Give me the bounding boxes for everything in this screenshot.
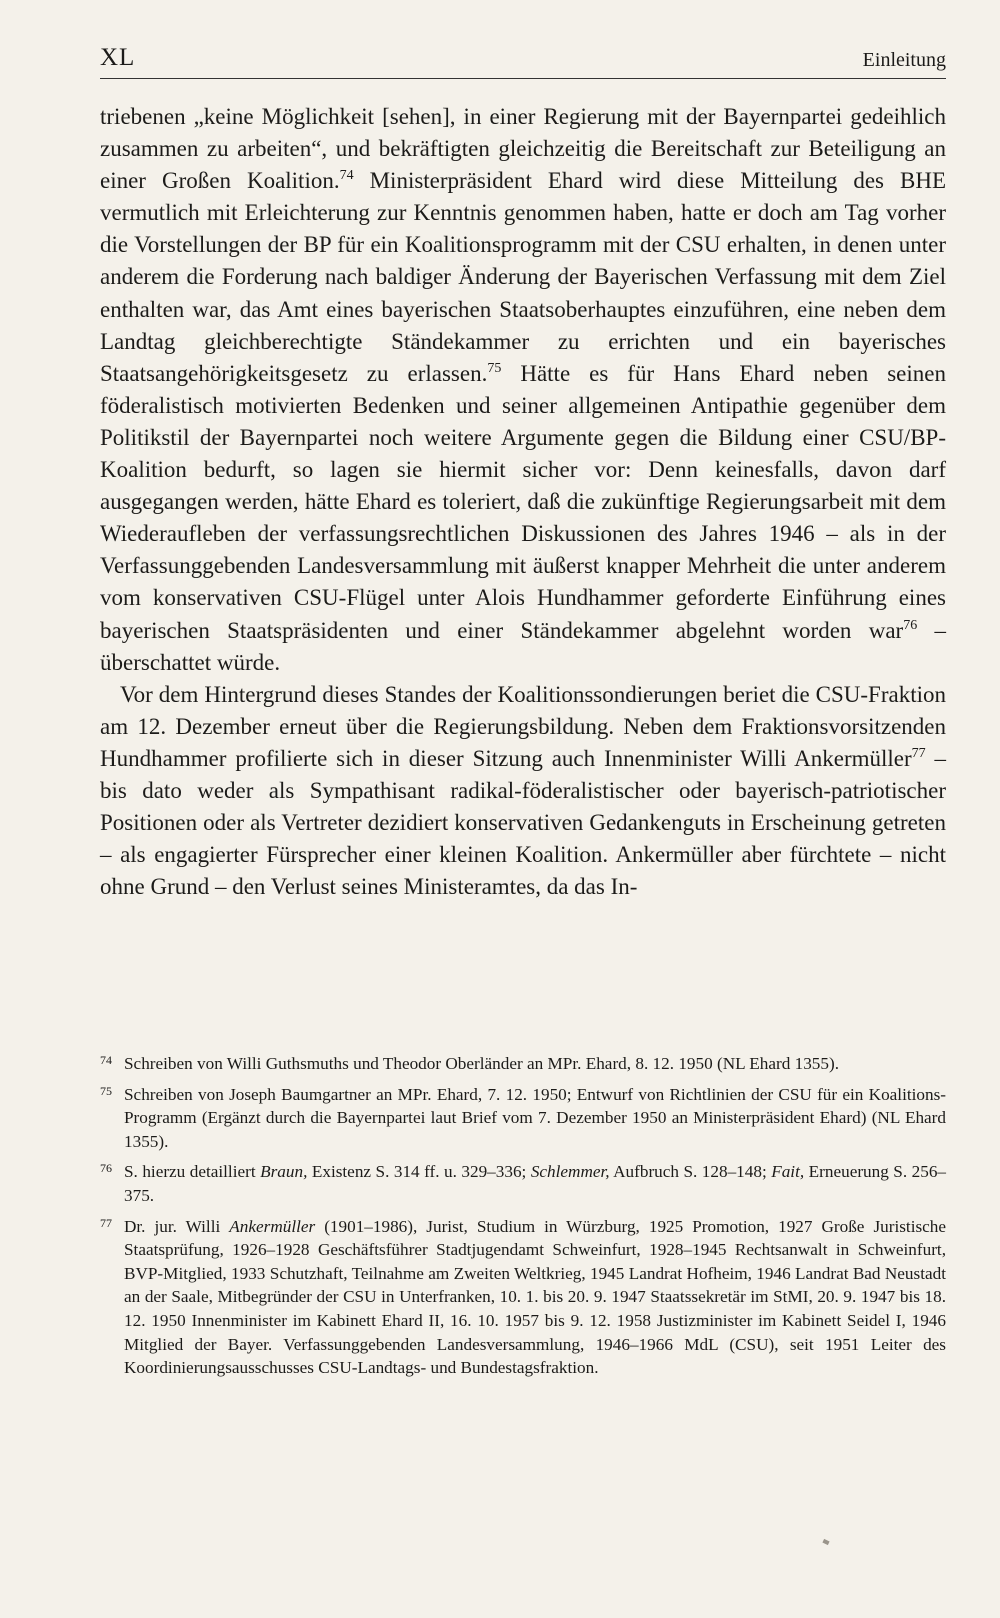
footnote-number: 76	[100, 1161, 112, 1176]
body-text	[100, 101, 946, 903]
footnote-77	[100, 1215, 946, 1380]
footnote-text: Schreiben von Willi Guthsmuths und Theodor Oberländer an MPr. Ehard, 8. 12. 1950 (NL Ehard 1355).	[124, 1054, 840, 1073]
footnote-text: S. hierzu detailliert	[124, 1162, 261, 1182]
footnote-ref-76: 76	[903, 617, 918, 633]
author-name: Fait,	[771, 1162, 805, 1182]
paragraph-text: – bis dato weder als Sympathisant radikal-föderalistischer oder bayerisch-patriotischer Positionen oder als Vertreter dezidiert konservativen Gedankenguts in Erscheinung getreten – als engagierter Fürsprecher einer kleinen Koalition. Ankermüller aber fürchtete – nicht ohne Grund – den Verlust seines Ministeramtes, da das In-	[100, 745, 946, 900]
footnote-number: 77	[100, 1215, 112, 1230]
footnote-text: Erneuerung S. 256–375.	[124, 1162, 947, 1205]
footnote-75	[100, 1083, 946, 1154]
footnote-text: Schreiben von Joseph Baumgartner an MPr. Ehard, 7. 12. 1950; Entwurf von Richtlinien der CSU für ein Koalitions-Programm (Ergänzt durch die Bayernpartei laut Brief vom 7. Dezember 1950 an Ministerpräsident Ehard) (NL Ehard 1355).	[124, 1084, 946, 1151]
section-title: Einleitung	[862, 49, 946, 71]
footnote-text: Dr. jur. Willi	[124, 1216, 230, 1236]
scan-speck	[822, 1539, 829, 1545]
paragraph-text: Hätte es für Hans Ehard neben seinen föderalistisch motivierten Bedenken und seiner allgemeinen Antipathie gegenüber dem Politikstil der Bayernpartei noch weitere Argumente gegen die Bildung einer CSU/BP-Koalition bedurft, so lagen sie hiermit sicher vor: Denn keinesfalls, davon darf ausgegangen werden, hätte Ehard es toleriert, daß die zukünftige Regierungsarbeit mit dem Wiederaufleben der verfassungsrechtlichen Diskussionen des Jahres 1946 – als in der Verfassunggebenden Landesversammlung mit äußerst knapper Mehrheit die unter anderem vom konservativen CSU-Flügel unter Alois Hundhammer geforderte Einführung eines bayerischen Staatspräsidenten und einer Ständekammer abgelehnt worden war	[100, 360, 946, 643]
footnote-ref-77: 77	[911, 745, 926, 761]
footnote-text: Aufbruch S. 128–148;	[609, 1162, 772, 1182]
author-name: Braun,	[260, 1162, 308, 1182]
footnote-text: (1901–1986), Jurist, Studium in Würzburg, 1925 Promotion, 1927 Große Juristische Staatsprüfung, 1926–1928 Geschäftsführer Stadtjugendamt Schweinfurt, 1928–1945 Rechtsanwalt in Schweinfurt, BVP-Mitglied, 1933 Schutzhaft, Teilnahme am Zweiten Weltkrieg, 1945 Landrat Hofheim, 1946 Landrat Bad Neustadt an der Saale, Mitbegründer der CSU in Unterfranken, 10. 1. bis 20. 9. 1947 Staatssekretär im StMI, 20. 9. 1947 bis 18. 12. 1950 Innenminister im Kabinett Ehard II, 16. 10. 1957 bis 9. 12. 1958 Justizminister im Kabinett Seidel I, 1946 Mitglied der Bayer. Verfassunggebenden Landesversammlung, 1946–1966 MdL (CSU), seit 1951 Leiter des Koordinierungsausschusses CSU-Landtags- und Bundestagsfraktion.	[124, 1216, 947, 1378]
page-number: XL	[100, 44, 136, 71]
author-name: Schlemmer,	[530, 1162, 610, 1182]
paragraph-text: Vor dem Hintergrund dieses Standes der Koalitionssondierungen beriet die CSU-Fraktion am 12. Dezember erneut über die Regierungsbildung. Neben dem Fraktionsvorsitzenden Hundhammer profilierte sich in dieser Sitzung auch Innenminister Willi Ankermüller	[100, 681, 946, 771]
paragraph-text: – überschattet würde.	[100, 617, 947, 675]
footnote-ref-74: 74	[339, 168, 354, 184]
footnotes	[100, 1052, 946, 1387]
footnote-74	[100, 1052, 946, 1076]
person-name: Ankermüller	[229, 1216, 316, 1236]
running-head	[100, 42, 946, 79]
paragraph-2	[100, 679, 946, 904]
paragraph-1	[100, 101, 946, 679]
footnote-76	[100, 1160, 946, 1207]
paragraph-text: Ministerpräsident Ehard wird diese Mitteilung des BHE vermutlich mit Erleichterung zur Kenntnis genommen haben, hatte er doch am Tag vorher die Vorstellungen der BP für ein Koalitionsprogramm mit der CSU erhalten, in denen unter anderem die Forderung nach baldiger Änderung der Bayerischen Verfassung mit dem Ziel enthalten war, das Amt eines bayerischen Staatsoberhauptes einzuführen, eine neben dem Landtag gleichberechtigte Ständekammer zu errichten und ein bayerisches Staatsangehörigkeitsgesetz zu erlassen.	[100, 168, 946, 386]
footnote-number: 75	[100, 1083, 112, 1098]
footnote-number: 74	[100, 1053, 112, 1067]
footnote-text: Existenz S. 314 ff. u. 329–336;	[307, 1162, 531, 1182]
footnote-ref-75: 75	[487, 360, 502, 376]
paragraph-text: triebenen „keine Möglichkeit [sehen], in einer Regierung mit der Bayernpartei gedeihlich zusammen zu arbeiten“, und bekräftigten gleichzeitig die Bereitschaft zur Beteiligung an einer Großen Koalition.	[100, 104, 946, 194]
